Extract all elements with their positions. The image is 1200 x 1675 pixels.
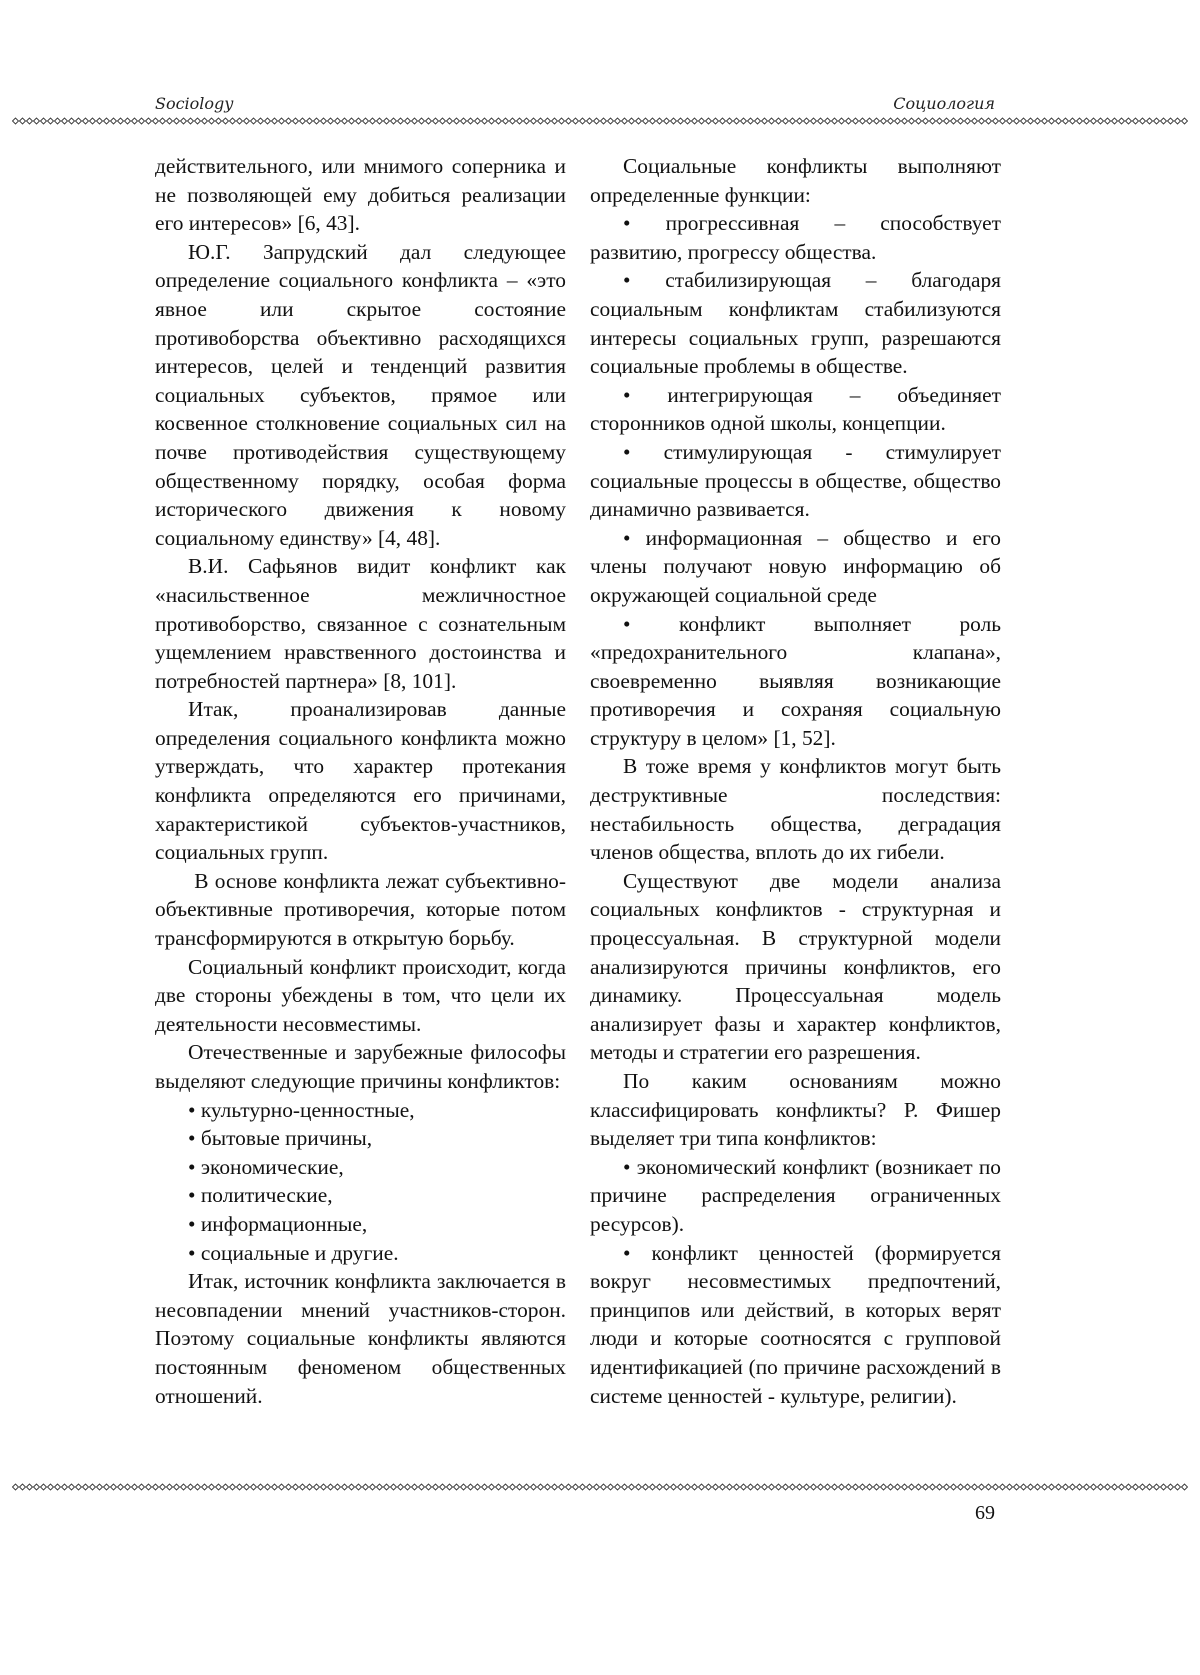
paragraph: Отечественные и зарубежные философы выделяют следующие причины конфликтов: (155, 1038, 566, 1095)
paragraph: Социальный конфликт происходит, когда две стороны убеждены в том, что цели их деятельности несовместимы. (155, 953, 566, 1039)
list-item: • стимулирующая - стимулирует социальные процессы в обществе, общество динамично развивается. (590, 438, 1001, 524)
list-item: • конфликт ценностей (формируется вокруг несовместимых предпочтений, принципов или действий, в которых верят люди и которые соотносятся с групповой идентификацией (по причине расхождений в системе ценностей - культуре, религии). (590, 1239, 1001, 1411)
page-number: 69 (975, 1502, 995, 1525)
list-item: • конфликт выполняет роль «предохранительного клапана», своевременно выявляя возникающие противоречия и сохраняя социальную структуру в целом» [1, 52]. (590, 610, 1001, 753)
list-item: • культурно-ценностные, (155, 1096, 566, 1125)
ornamental-border-top (12, 117, 1188, 125)
paragraph: В основе конфликта лежат субъективно-объективные противоречия, которые потом трансформируются в открытую борьбу. (155, 867, 566, 953)
list-item: • прогрессивная – способствует развитию, прогрессу общества. (590, 209, 1001, 266)
paragraph: Социальные конфликты выполняют определенные функции: (590, 152, 1001, 209)
paragraph: Итак, проанализировав данные определения социального конфликта можно утверждать, что характер протекания конфликта определяются его причинами, характеристикой субъектов-участников, социальных групп. (155, 695, 566, 867)
list-item: • интегрирующая – объединяет сторонников одной школы, концепции. (590, 381, 1001, 438)
paragraph: В.И. Сафьянов видит конфликт как «насильственное межличностное противоборство, связанное с сознательным ущемлением нравственного достоинства и потребностей партнера» [8, 101]. (155, 552, 566, 695)
ornamental-border-bottom (12, 1483, 1188, 1491)
paragraph: действительного, или мнимого соперника и не позволяющей ему добиться реализации его интересов» [6, 43]. (155, 152, 566, 238)
paragraph: Итак, источник конфликта заключается в несовпадении мнений участников-сторон. Поэтому социальные конфликты являются постоянным феноменом общественных отношений. (155, 1267, 566, 1410)
left-column (155, 152, 566, 1410)
paragraph: Существуют две модели анализа социальных конфликтов - структурная и процессуальная. В структурной модели анализируются причины конфликтов, его динамику. Процессуальная модель анализирует фазы и характер конфликтов, методы и стратегии его разрешения. (590, 867, 1001, 1067)
journal-page (0, 0, 1200, 1675)
running-head-left: Sociology (155, 94, 233, 113)
list-item: • социальные и другие. (155, 1239, 566, 1268)
right-column (590, 152, 1001, 1410)
list-item: • бытовые причины, (155, 1124, 566, 1153)
list-item: • экономический конфликт (возникает по причине распределения ограниченных ресурсов). (590, 1153, 1001, 1239)
paragraph: По каким основаниям можно классифицировать конфликты? Р. Фишер выделяет три типа конфликтов: (590, 1067, 1001, 1153)
list-item: • стабилизирующая – благодаря социальным конфликтам стабилизуются интересы социальных групп, разрешаются социальные проблемы в обществе. (590, 266, 1001, 380)
list-item: • информационные, (155, 1210, 566, 1239)
list-item: • политические, (155, 1181, 566, 1210)
paragraph: В тоже время у конфликтов могут быть деструктивные последствия: нестабильность общества, деградация членов общества, вплоть до их гибели. (590, 752, 1001, 866)
paragraph: Ю.Г. Запрудский дал следующее определение социального конфликта – «это явное или скрытое состояние противоборства объективно расходящихся интересов, целей и тенденций развития социальных субъектов, прямое или косвенное столкновение социальных сил на почве противодействия существующему общественному порядку, особая форма исторического движения к новому социальному единству» [4, 48]. (155, 238, 566, 553)
running-head-right: Социология (893, 94, 995, 113)
list-item: • информационная – общество и его члены получают новую информацию об окружающей социальной среде (590, 524, 1001, 610)
list-item: • экономические, (155, 1153, 566, 1182)
